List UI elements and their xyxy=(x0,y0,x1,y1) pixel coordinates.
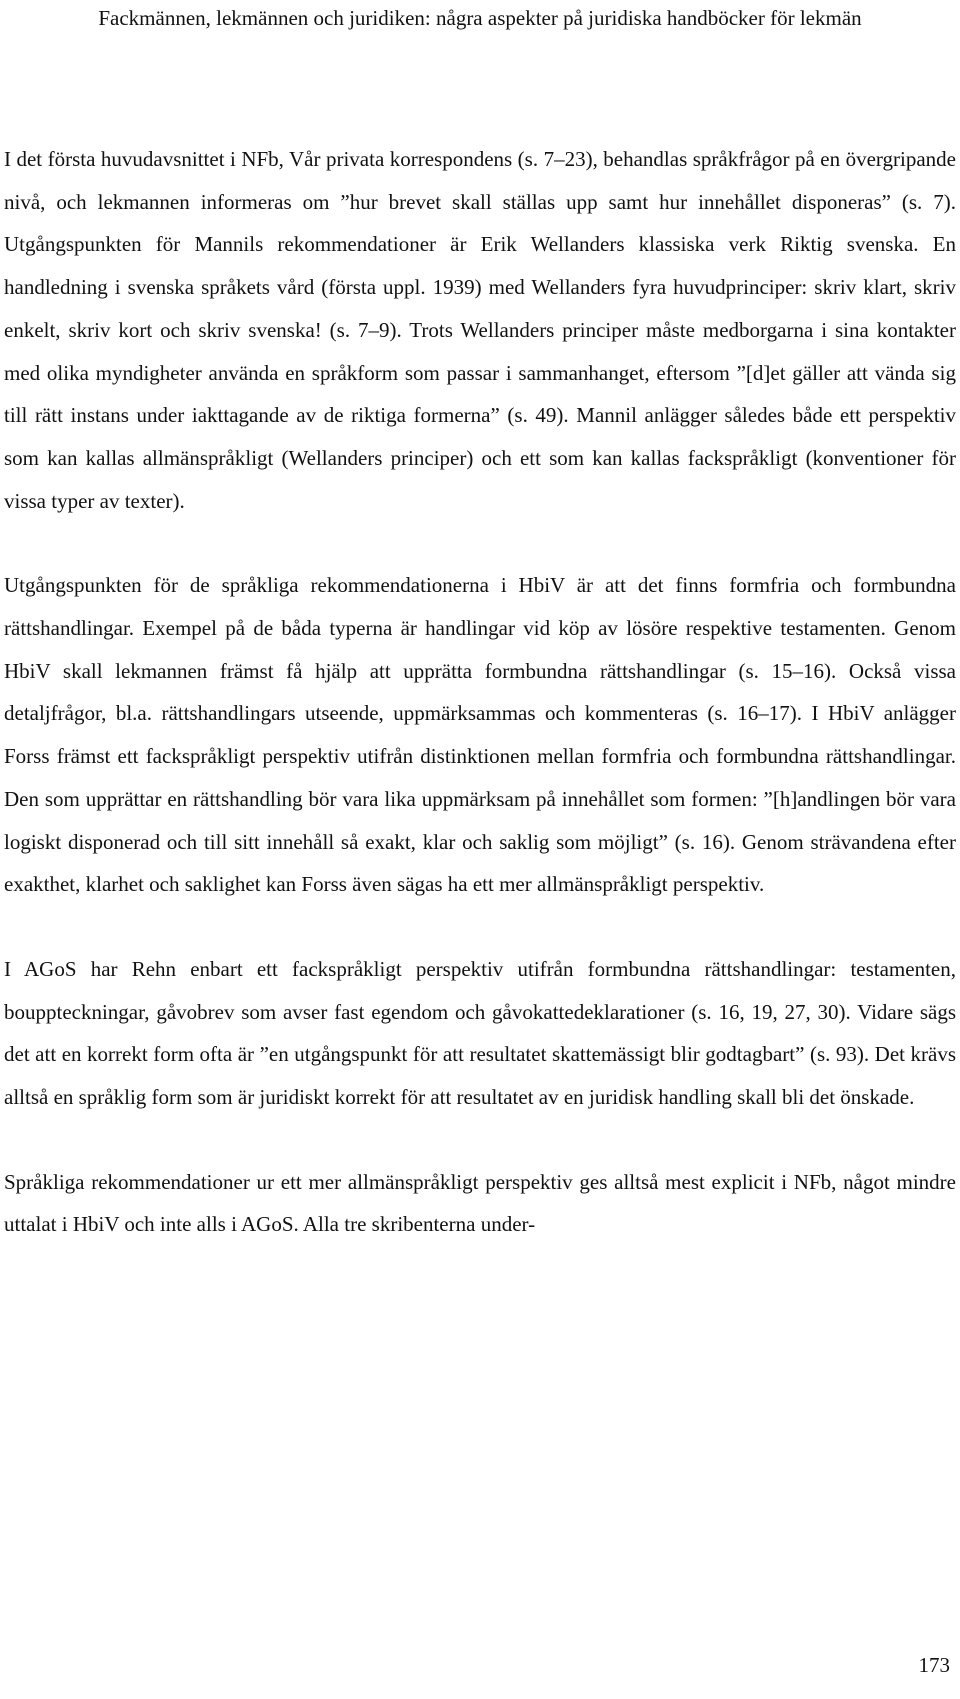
paragraph-2: Utgångspunkten för de språkliga rekommendationerna i HbiV är att det finns formfria och formbundna rättshandlingar. Exempel på de båda typerna är handlingar vid köp av lösöre respektive testamenten. Genom HbiV skall lekmannen främst få hjälp att upprätta formbundna rättshandlingar (s. 15–16). Också vissa detaljfrågor, bl.a. rättshandlingars utseende, uppmärksammas och kommenteras (s. 16–17). I HbiV anlägger Forss främst ett fackspråkligt perspektiv utifrån distinktionen mellan formfria och formbundna rättshandlingar. Den som upprättar en rättshandling bör vara lika uppmärksam på innehållet som formen: ”[h]andlingen bör vara logiskt disponerad och till sitt innehåll så exakt, klar och saklig som möjligt” (s. 16). Genom strävandena efter exakthet, klarhet och saklighet kan Forss även sägas ha ett mer allmänspråkligt perspektiv. xyxy=(4,573,956,897)
paragraph-1: I det första huvudavsnittet i NFb, Vår privata korrespondens (s. 7–23), behandlas språkfrågor på en övergripande nivå, och lekmannen informeras om ”hur brevet skall ställas upp samt hur innehållet disponeras” (s. 7). Utgångspunkten för Mannils rekommendationer är Erik Wellanders klassiska verk Riktig svenska. En handledning i svenska språkets vård (första uppl. 1939) med Wellanders fyra huvudprinciper: skriv klart, skriv enkelt, skriv kort och skriv svenska! (s. 7–9). Trots Wellanders principer måste medborgarna i sina kontakter med olika myndigheter använda en språkform som passar i sammanhanget, eftersom ”[d]et gäller att vända sig till rätt instans under iakttagande av de riktiga formerna” (s. 49). Mannil anlägger således både ett perspektiv som kan kallas allmänspråkligt (Wellanders principer) och ett som kan kallas fackspråkligt (konventioner för vissa typer av texter). xyxy=(4,147,956,513)
paragraph-4: Språkliga rekommendationer ur ett mer allmänspråkligt perspektiv ges alltså mest explicit i NFb, något mindre uttalat i HbiV och inte alls i AGoS. Alla tre skribenterna under- xyxy=(4,1169,956,1237)
page-number: 173 xyxy=(918,1653,950,1677)
paragraph-3: I AGoS har Rehn enbart ett fackspråkligt perspektiv utifrån formbundna rättshandlingar: testamenten, bouppteckningar, gåvobrev som avser fast egendom och gåvokattedeklarationer (s. 16, 19, 27, 30). Vidare sägs det att en korrekt form ofta är ”en utgångspunkt för att resultatet skattemässigt blir godtagbart” (s. 93). Det krävs alltså en språklig form som är juridiskt korrekt för att resultatet av en juridisk handling skall bli det önskade. xyxy=(4,956,956,1110)
body-text xyxy=(4,138,956,1288)
running-header: Fackmännen, lekmännen och juridiken: några aspekter på juridiska handböcker för lekmän xyxy=(98,6,862,30)
